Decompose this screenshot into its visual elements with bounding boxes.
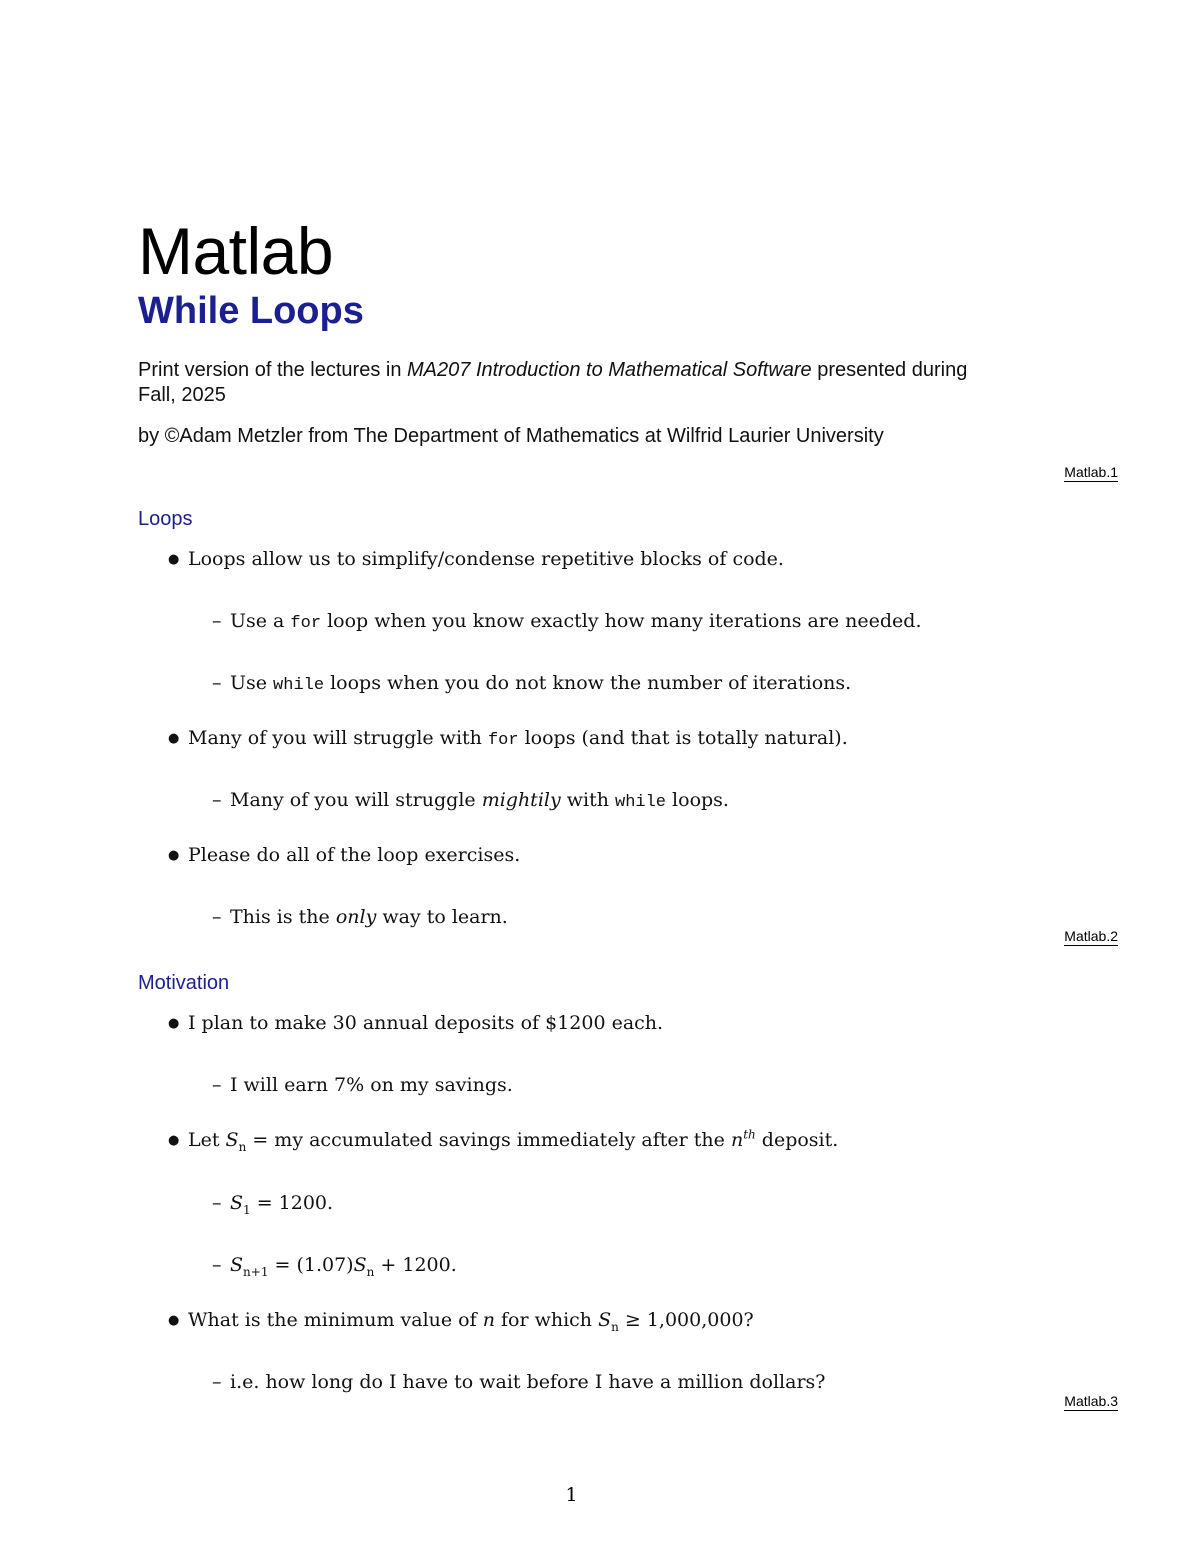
list-item (168, 547, 784, 572)
list-item (212, 1191, 333, 1215)
dash-icon: – (212, 1254, 222, 1276)
list-item (212, 1073, 513, 1097)
math-var: S (225, 1129, 239, 1151)
list-item (212, 671, 851, 698)
print-version-note (138, 358, 998, 408)
text: + 1200. (374, 1254, 457, 1276)
bullet-text: I plan to make 30 annual deposits of $1200 each. (188, 1012, 664, 1034)
text: loop when you know exactly how many iterations are needed. (321, 610, 922, 632)
text: for which (494, 1309, 599, 1331)
list-item (168, 1128, 838, 1153)
text: = my accumulated savings immediately after the (246, 1129, 731, 1151)
text: loops. (666, 789, 729, 811)
code-keyword: for (290, 614, 322, 633)
list-item (212, 609, 922, 636)
code-keyword: while (273, 676, 325, 695)
bullet-icon: ● (168, 1133, 180, 1148)
text: loops (and that is totally natural). (518, 727, 848, 749)
section-heading-loops: Loops (138, 508, 193, 530)
math-subscript: n+1 (243, 1264, 269, 1279)
text: ≥ 1,000,000? (618, 1309, 754, 1331)
dash-icon: – (212, 672, 222, 694)
math-subscript: n (611, 1319, 619, 1334)
text: way to learn. (376, 906, 508, 928)
list-item (168, 843, 520, 868)
document-subtitle: While Loops (138, 290, 364, 332)
bullet-icon: ● (168, 1313, 180, 1328)
text: deposit. (755, 1129, 839, 1151)
text: Let (188, 1129, 226, 1151)
math-subscript: n (366, 1264, 375, 1279)
course-name: MA207 Introduction to Mathematical Software (407, 359, 812, 381)
dash-icon: – (212, 906, 222, 928)
author-line: by ©Adam Metzler from The Department of Mathematics at Wilfrid Laurier University (138, 425, 884, 447)
math-var: S (230, 1192, 244, 1214)
section-heading-motivation: Motivation (138, 972, 230, 994)
list-item (212, 905, 508, 929)
emphasis: mightily (481, 789, 561, 811)
code-keyword: for (487, 731, 519, 750)
dash-icon: – (212, 789, 222, 811)
slide-ref-1: Matlab.1 (1064, 464, 1118, 480)
text: This is the (230, 906, 336, 928)
text: = (1.07) (268, 1254, 354, 1276)
math-subscript: n (238, 1139, 247, 1154)
bullet-icon: ● (168, 1016, 180, 1031)
math-subscript: 1 (243, 1202, 251, 1217)
emphasis: only (335, 906, 377, 928)
print-prefix: Print version of the lectures in (138, 359, 408, 381)
page-number: 1 (565, 1484, 578, 1506)
document-title: Matlab (138, 214, 334, 288)
bullet-icon: ● (168, 552, 180, 567)
text: Use (230, 672, 274, 694)
dash-icon: – (212, 1192, 222, 1214)
print-suffix: presented during Fall, 2025 (138, 359, 968, 406)
list-item (212, 1253, 457, 1277)
text: What is the minimum value of (188, 1309, 483, 1331)
text: loops when you do not know the number of iterations. (324, 672, 852, 694)
math-var: S (353, 1254, 367, 1276)
text: = 1200. (250, 1192, 334, 1214)
text: Many of you will struggle with (188, 727, 488, 749)
list-item (168, 726, 848, 753)
list-item (212, 788, 729, 815)
text: Use a (230, 610, 291, 632)
math-var: S (230, 1254, 244, 1276)
math-var: n (730, 1129, 744, 1151)
dash-icon: – (212, 1074, 222, 1096)
list-item (212, 1370, 825, 1394)
slide-ref-2: Matlab.2 (1064, 928, 1118, 944)
math-var: S (598, 1309, 612, 1331)
bullet-icon: ● (168, 848, 180, 863)
list-item (168, 1308, 754, 1333)
bullet-text: Please do all of the loop exercises. (188, 844, 521, 866)
bullet-icon: ● (168, 731, 180, 746)
text: with (560, 789, 615, 811)
code-keyword: while (615, 793, 667, 812)
text: Many of you will struggle (230, 789, 482, 811)
math-var: n (482, 1309, 495, 1331)
slide-ref-3: Matlab.3 (1064, 1393, 1118, 1409)
bullet-text: I will earn 7% on my savings. (230, 1074, 513, 1096)
math-superscript: th (743, 1127, 756, 1142)
bullet-text: Loops allow us to simplify/condense repetitive blocks of code. (188, 548, 784, 570)
list-item (168, 1011, 663, 1036)
dash-icon: – (212, 1371, 222, 1393)
bullet-text: i.e. how long do I have to wait before I have a million dollars? (230, 1371, 826, 1393)
dash-icon: – (212, 610, 222, 632)
